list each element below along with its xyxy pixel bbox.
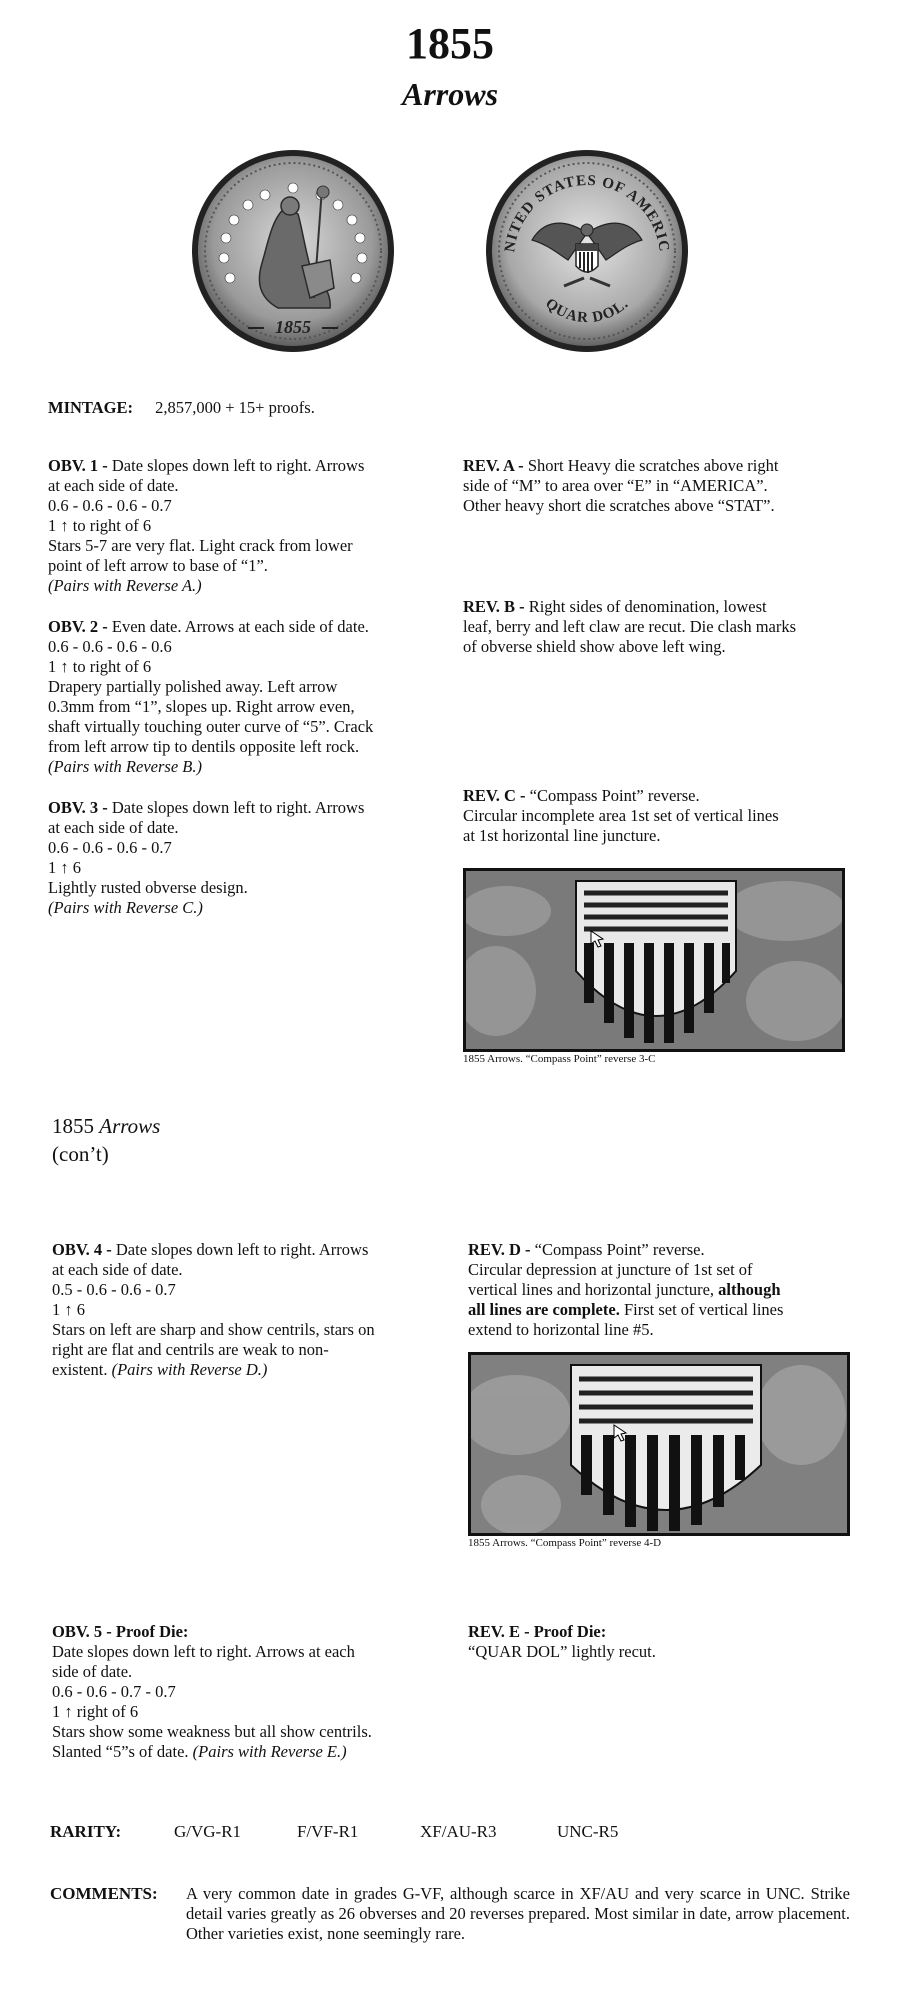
pairs-note: (Pairs with Reverse E.)	[192, 1742, 347, 1761]
obverse-5-description: OBV. 5 - Proof Die: Date slopes down left to right. Arrows at each side of date. 0.6 - 0.6 - 0.7 - 0.7 1 ↑ right of 6 Stars show some weakness but all show centrils. Slanted “5”s of date. (Pairs with Reverse E.)	[52, 1622, 372, 1761]
svg-text:QUAR DOL.: QUAR DOL.	[542, 295, 632, 327]
obverse-4-description: OBV. 4 - Date slopes down left to right. Arrows at each side of date. 0.5 - 0.6 - 0.6 - 0.7 1 ↑ 6 Stars on left are sharp and show centrils, stars on right are flat and centrils are weak to non- existent. (Pairs with Reverse D.)	[52, 1240, 375, 1379]
variety-subtitle: Arrows	[401, 76, 499, 112]
obverse-label: OBV. 4 -	[52, 1240, 112, 1259]
obverse-1-description: OBV. 1 - Date slopes down left to right. Arrows at each side of date. 0.6 - 0.6 - 0.6 - 0.7 1 ↑ to right of 6 Stars 5-7 are very flat. Light crack from lower point of left arrow to base of “1”. (Pairs with Reverse A.)	[48, 456, 433, 596]
reverse-d-description: REV. D - “Compass Point” reverse. Circular depression at juncture of 1st set of vertical lines and horizontal juncture, although all lines are complete. First set of vertical lines extend to horizontal line #5.	[468, 1240, 784, 1339]
continued-heading: 1855 Arrows (con’t)	[52, 1114, 161, 1166]
reverse-b-description: REV. B - Right sides of denomination, lowest leaf, berry and left claw are recut. Die clash marks of obverse shield show above left wing.	[463, 597, 797, 656]
mintage-label: MINTAGE:	[48, 398, 133, 417]
reverse-label: REV. E - Proof Die:	[468, 1622, 607, 1641]
comments-label: COMMENTS:	[50, 1884, 158, 1903]
rarity-grade: F/VF-R1	[297, 1822, 359, 1841]
rarity-label: RARITY:	[50, 1822, 122, 1841]
reverse-a-description: REV. A - Short Heavy die scratches above right side of “M” to area over “E” in “AMERICA”. Other heavy short die scratches above “STAT”.	[463, 456, 779, 515]
reverse-d-closeup-photo	[468, 1352, 850, 1536]
reverse-label: REV. C -	[463, 786, 526, 805]
svg-text:UNITED STATES OF AMERICA: NITED STATES OF AMERIC	[502, 172, 672, 254]
svg-text:1855: 1855	[275, 317, 311, 337]
pairs-note: (Pairs with Reverse C.)	[48, 898, 203, 917]
obverse-coin-image	[190, 148, 396, 354]
reverse-label: REV. A -	[463, 456, 524, 475]
pairs-note: (Pairs with Reverse D.)	[111, 1360, 268, 1379]
reverse-label: REV. B -	[463, 597, 525, 616]
reverse-coin-image	[484, 148, 690, 354]
obverse-label: OBV. 3 -	[48, 798, 108, 817]
rarity-grade: G/VG-R1	[174, 1822, 242, 1841]
pairs-note: (Pairs with Reverse B.)	[48, 757, 202, 776]
rarity-grade: XF/AU-R3	[420, 1822, 497, 1841]
comments-text: A very common date in grades G-VF, although scarce in XF/AU and very scarce in UNC. Strike detail varies greatly as 26 obverses and 20 reverses prepared. Most similar in date, arrow placement. Other varieties exist, none seemingly rare.	[186, 1884, 850, 1943]
pairs-note: (Pairs with Reverse A.)	[48, 576, 202, 595]
page-title: 1855	[406, 19, 494, 68]
reverse-e-description: REV. E - Proof Die: “QUAR DOL” lightly recut.	[468, 1622, 656, 1661]
obverse-label: OBV. 2 -	[48, 617, 108, 636]
reverse-c-description: REV. C - “Compass Point” reverse. Circular incomplete area 1st set of vertical lines at 1st horizontal line juncture.	[463, 786, 779, 845]
obverse-2-description: OBV. 2 - Even date. Arrows at each side of date. 0.6 - 0.6 - 0.6 - 0.6 1 ↑ to right of 6 Drapery partially polished away. Left arrow 0.3mm from “1”, slopes up. Right arrow even, shaft virtually touching outer curve of “5”. Crack from left arrow tip to dentils opposite left rock. (Pairs with Reverse B.)	[48, 617, 433, 777]
obverse-3-description: OBV. 3 - Date slopes down left to right. Arrows at each side of date. 0.6 - 0.6 - 0.6 - 0.7 1 ↑ 6 Lightly rusted obverse design. (Pairs with Reverse C.)	[48, 798, 433, 918]
reverse-label: REV. D -	[468, 1240, 531, 1259]
obverse-label: OBV. 1 -	[48, 456, 108, 475]
mintage-value: 2,857,000 + 15+ proofs.	[155, 398, 315, 417]
reverse-d-caption: 1855 Arrows. “Compass Point” reverse 4-D	[468, 1537, 662, 1549]
reverse-c-closeup-photo	[463, 868, 845, 1052]
mintage-row	[48, 398, 315, 418]
reverse-c-caption: 1855 Arrows. “Compass Point” reverse 3-C	[463, 1053, 656, 1065]
obverse-label: OBV. 5 - Proof Die:	[52, 1622, 189, 1641]
rarity-grade: UNC-R5	[557, 1822, 619, 1841]
